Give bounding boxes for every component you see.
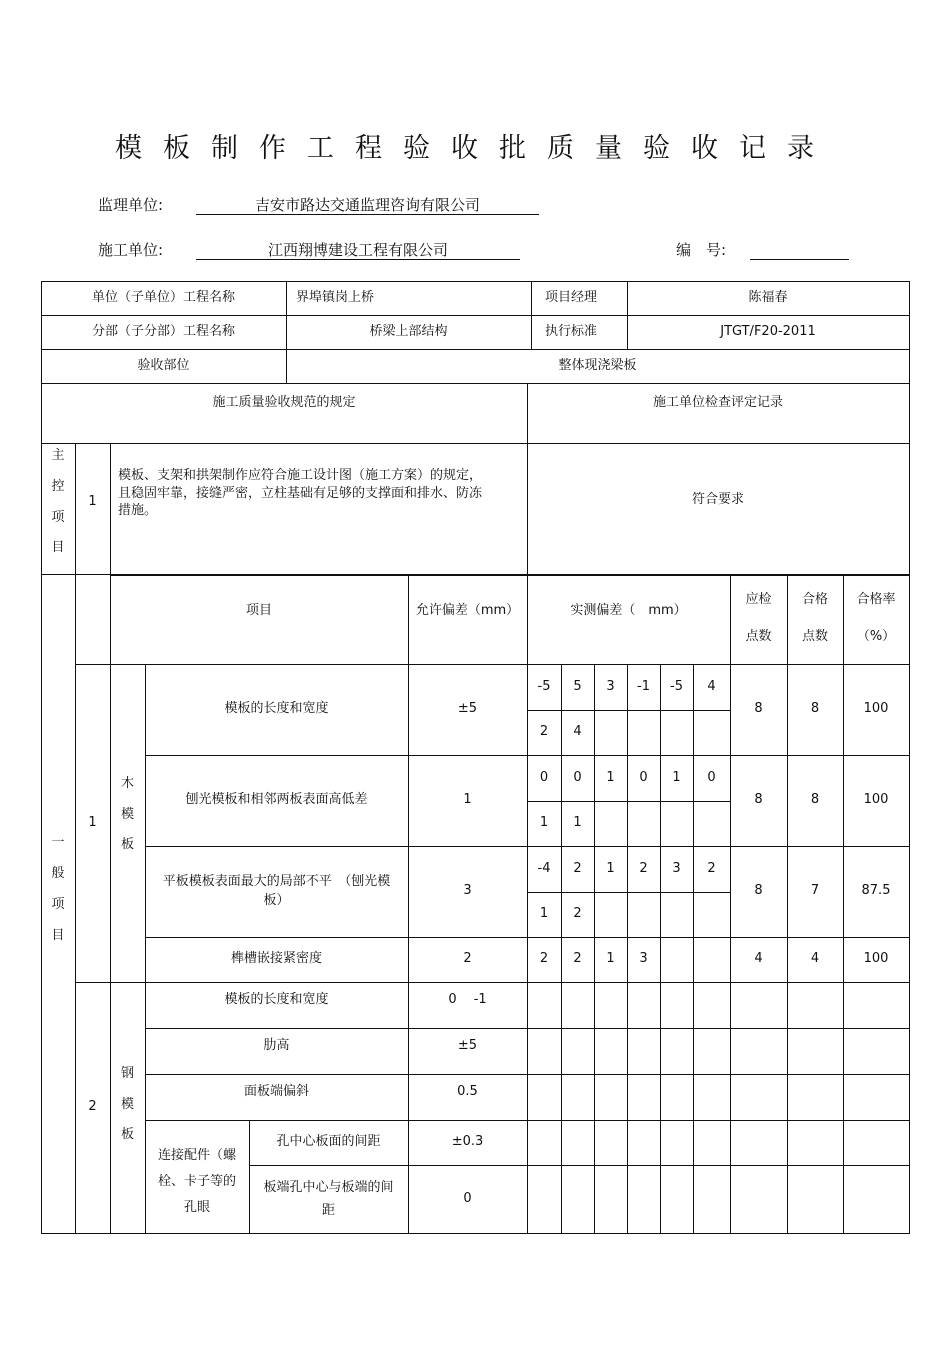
spec-right-header-text: 施工单位检查评定记录 [652, 394, 783, 410]
steel-item-tolerance-text: 0 -1 [448, 991, 487, 1007]
col-should [730, 574, 787, 664]
measured-value-text: 2 [573, 951, 582, 967]
connector-item-tolerance [408, 1120, 527, 1165]
main-control-label-char: 控 [51, 478, 65, 494]
measured-value-text: 2 [707, 860, 716, 876]
measured-value [594, 664, 627, 710]
measured-value [660, 664, 693, 710]
sub-project-text: 桥梁上部结构 [369, 323, 448, 339]
should-check-count-text: 8 [754, 883, 763, 899]
supervisor-value: 吉安市路达交通监理咨询有限公司 [196, 194, 539, 215]
pass-count-text: 4 [810, 951, 820, 967]
col-item [110, 574, 408, 649]
connector-item-name-text: 板端孔中心与板端的间距 [263, 1179, 394, 1218]
measured-value [561, 710, 594, 755]
measured-value [627, 801, 660, 846]
spec-right-header [527, 383, 909, 423]
steel-category [110, 1060, 145, 1150]
pass-rate-text: 100 [863, 792, 889, 808]
connector-label-text: 连接配件（螺栓、卡子等的孔眼 [157, 1147, 236, 1215]
col-rate-char: 合格率 [856, 592, 896, 608]
should-check-count [730, 937, 787, 982]
steel-item-name-text: 面板端偏斜 [243, 1083, 309, 1099]
col-pass [787, 574, 843, 664]
measured-value-text: 2 [639, 860, 648, 876]
measured-value [693, 755, 730, 801]
grid-line [41, 1233, 910, 1234]
general-label [41, 800, 75, 980]
wood-item-tolerance [408, 664, 527, 755]
col-should-char: 应检 [745, 592, 772, 608]
wood-category [110, 760, 145, 870]
measured-value [561, 846, 594, 892]
pass-count-text: 8 [810, 792, 820, 808]
project-name-label-text: 单位（子单位）工程名称 [91, 289, 235, 305]
steel-item-tolerance [408, 982, 527, 1018]
steel-item-name [145, 982, 408, 1018]
number-value [750, 239, 849, 260]
wood-item-name [145, 664, 408, 755]
should-check-count-text: 8 [754, 701, 763, 717]
manager-text: 陈福春 [748, 289, 788, 305]
manager-label [531, 281, 627, 315]
main-control-label-char: 项 [51, 509, 65, 525]
pass-rate [843, 755, 909, 846]
col-rate-char: （%） [856, 629, 896, 644]
measured-value-text: -4 [537, 860, 551, 876]
measured-value [660, 937, 693, 982]
builder-value: 江西翔博建设工程有限公司 [196, 239, 520, 260]
measured-value [660, 801, 693, 846]
wood-item-tolerance [408, 755, 527, 846]
col-tolerance-text: 允许偏差（mm） [415, 603, 520, 619]
measured-value [627, 892, 660, 937]
steel-no [75, 982, 110, 1233]
measured-value-text: -5 [670, 678, 683, 694]
main-control-text [110, 443, 527, 562]
measured-value-text: 1 [573, 815, 582, 831]
pass-rate-text: 100 [863, 701, 889, 717]
steel-item-name-text: 肋高 [263, 1037, 290, 1053]
measured-value-text: 1 [606, 860, 615, 876]
col-measured-text: 实测偏差（ mm） [570, 603, 687, 619]
main-control-no-text: 1 [88, 494, 97, 510]
main-control-result [527, 443, 909, 558]
sub-project [286, 315, 531, 349]
pass-rate-text: 100 [863, 951, 889, 967]
measured-value [627, 937, 660, 982]
wood-item-tolerance-text: 1 [463, 792, 472, 808]
measured-value-text: 1 [606, 769, 615, 785]
measured-value-text: 3 [606, 678, 615, 694]
measured-value-text: 0 [539, 769, 549, 785]
steel-item-tolerance [408, 1074, 527, 1110]
measured-value-text: -1 [637, 678, 650, 694]
measured-value [527, 710, 561, 755]
main-control-text-text: 模板、支架和拱架制作应符合施工设计图（施工方案）的规定，且稳固牢靠，接缝严密，立柱基础有足够的支撑面和排水、防冻措施。 [118, 468, 483, 519]
page-title: 模板制作工程验收批质量验收记录 [115, 133, 835, 164]
measured-value-text: 2 [573, 860, 582, 876]
measured-value-text: 5 [573, 678, 582, 694]
main-control-label-char: 主 [51, 447, 65, 463]
wood-item-name-text: 模板的长度和宽度 [224, 701, 329, 717]
pass-count [787, 846, 843, 937]
pass-count-text: 7 [810, 883, 820, 899]
measured-value [527, 892, 561, 937]
standard-text: JTGT/F20-2011 [720, 323, 816, 339]
measured-value [627, 664, 660, 710]
measured-value [693, 846, 730, 892]
connector-item-tolerance-text: 0 [463, 1190, 472, 1206]
col-item-text: 项目 [245, 603, 272, 619]
pass-rate [843, 664, 909, 755]
wood-item-tolerance-text: 2 [463, 951, 472, 967]
measured-value-text: 1 [539, 906, 549, 922]
main-control-label-char: 目 [51, 540, 65, 556]
project-name-text: 界埠镇岗上桥 [296, 289, 375, 305]
col-measured [527, 574, 730, 649]
standard-label [531, 315, 627, 349]
measured-value-text: -5 [537, 678, 551, 694]
connector-item-name-text: 孔中心板面的间距 [276, 1134, 381, 1150]
measured-value [594, 710, 627, 755]
pass-count-text: 8 [810, 701, 820, 717]
pass-count [787, 664, 843, 755]
measured-value [561, 755, 594, 801]
main-control-no [75, 443, 110, 562]
should-check-count [730, 846, 787, 937]
measured-value-text: 1 [606, 951, 615, 967]
measured-value [693, 710, 730, 755]
measured-value [594, 755, 627, 801]
spec-left-header-text: 施工质量验收规范的规定 [212, 394, 356, 410]
measured-value [693, 801, 730, 846]
wood-item-name-text: 榫槽嵌接紧密度 [230, 951, 322, 967]
wood-category-char: 木 [120, 775, 134, 791]
measured-value-text: 2 [539, 951, 549, 967]
measured-value [627, 755, 660, 801]
measured-value [561, 664, 594, 710]
wood-item-tolerance [408, 937, 527, 982]
pass-rate-text: 87.5 [861, 883, 891, 899]
main-control-label [41, 443, 75, 562]
general-label-char: 目 [51, 927, 65, 943]
wood-no-char: 1 [88, 814, 97, 830]
should-check-count-text: 8 [754, 792, 763, 808]
measured-value [527, 664, 561, 710]
measured-value-text: 1 [539, 815, 549, 831]
measured-value [627, 846, 660, 892]
manager [627, 281, 909, 315]
measured-value [527, 801, 561, 846]
connector-label [145, 1130, 249, 1233]
wood-item-name [145, 755, 408, 846]
wood-item-name-text: 平板模板表面最大的局部不平 （刨光模板） [162, 873, 391, 908]
wood-item-tolerance [408, 846, 527, 937]
should-check-count [730, 664, 787, 755]
part-label-text: 验收部位 [137, 357, 190, 373]
steel-item-tolerance-text: ±5 [457, 1037, 478, 1053]
steel-item-name [145, 1028, 408, 1064]
project-name-label [41, 281, 286, 315]
measured-value [693, 937, 730, 982]
measured-value-text: 2 [539, 724, 549, 740]
measured-value-text: 2 [573, 906, 582, 922]
steel-no-char: 2 [88, 1099, 97, 1115]
sub-project-label [41, 315, 286, 349]
pass-count [787, 937, 843, 982]
grid-line [909, 281, 910, 1234]
measured-value [693, 664, 730, 710]
measured-value [561, 801, 594, 846]
col-should-char: 点数 [745, 629, 772, 644]
measured-value-text: 4 [707, 678, 716, 694]
wood-category-char: 板 [120, 837, 134, 853]
wood-item-tolerance-text: 3 [463, 883, 472, 899]
col-pass-char: 点数 [801, 629, 828, 644]
measured-value [594, 937, 627, 982]
wood-no [75, 664, 110, 982]
steel-item-tolerance-text: 0.5 [457, 1083, 478, 1099]
measured-value-text: 3 [672, 860, 681, 876]
should-check-count-text: 4 [754, 951, 763, 967]
manager-label-text: 项目经理 [545, 289, 598, 305]
wood-category-char: 模 [120, 806, 134, 822]
general-label-char: 般 [51, 866, 65, 882]
connector-item-name [249, 1165, 408, 1233]
part [286, 349, 909, 383]
general-label-char: 一 [51, 835, 65, 851]
pass-rate [843, 846, 909, 937]
measured-value [627, 710, 660, 755]
col-pass-char: 合格 [801, 592, 828, 608]
supervisor-label: 监理单位: [98, 196, 164, 214]
steel-item-name [145, 1074, 408, 1110]
wood-item-tolerance-text: ±5 [457, 701, 478, 717]
measured-value [660, 892, 693, 937]
measured-value [660, 710, 693, 755]
steel-category-char: 模 [120, 1096, 134, 1112]
measured-value-text: 0 [573, 769, 582, 785]
measured-value-text: 4 [573, 724, 582, 740]
measured-value [660, 755, 693, 801]
measured-value [527, 937, 561, 982]
pass-rate [843, 937, 909, 982]
spec-left-header [41, 383, 527, 423]
measured-value [527, 755, 561, 801]
measured-value-text: 0 [639, 769, 648, 785]
measured-value-text: 0 [707, 769, 716, 785]
sub-project-label-text: 分部（子分部）工程名称 [91, 323, 235, 339]
connector-item-tolerance-text: ±0.3 [451, 1134, 484, 1150]
builder-label: 施工单位: [98, 241, 164, 259]
number-label: 编 号: [676, 241, 727, 259]
wood-item-name-text: 刨光模板和相邻两板表面高低差 [185, 792, 368, 808]
main-control-result-text: 符合要求 [691, 492, 744, 508]
part-text: 整体现浇梁板 [558, 357, 637, 373]
standard [627, 315, 909, 349]
col-rate [843, 574, 909, 664]
pass-count [787, 755, 843, 846]
wood-item-name [145, 846, 408, 937]
steel-item-tolerance [408, 1028, 527, 1064]
measured-value [660, 846, 693, 892]
measured-value [594, 801, 627, 846]
col-tolerance [408, 574, 527, 649]
connector-item-tolerance [408, 1165, 527, 1233]
project-name [286, 281, 531, 315]
grid-line [41, 281, 42, 1234]
measured-value [594, 892, 627, 937]
measured-value [561, 937, 594, 982]
standard-label-text: 执行标准 [545, 323, 598, 339]
connector-item-name [249, 1120, 408, 1165]
measured-value-text: 1 [672, 769, 681, 785]
steel-category-char: 板 [120, 1127, 134, 1143]
general-label-char: 项 [51, 897, 65, 912]
part-label [41, 349, 286, 383]
measured-value-text: 3 [639, 951, 648, 967]
measured-value [594, 846, 627, 892]
should-check-count [730, 755, 787, 846]
steel-item-name-text: 模板的长度和宽度 [224, 991, 329, 1007]
steel-category-char: 钢 [120, 1065, 134, 1081]
wood-item-name [145, 937, 408, 982]
measured-value [693, 892, 730, 937]
measured-value [561, 892, 594, 937]
measured-value [527, 846, 561, 892]
